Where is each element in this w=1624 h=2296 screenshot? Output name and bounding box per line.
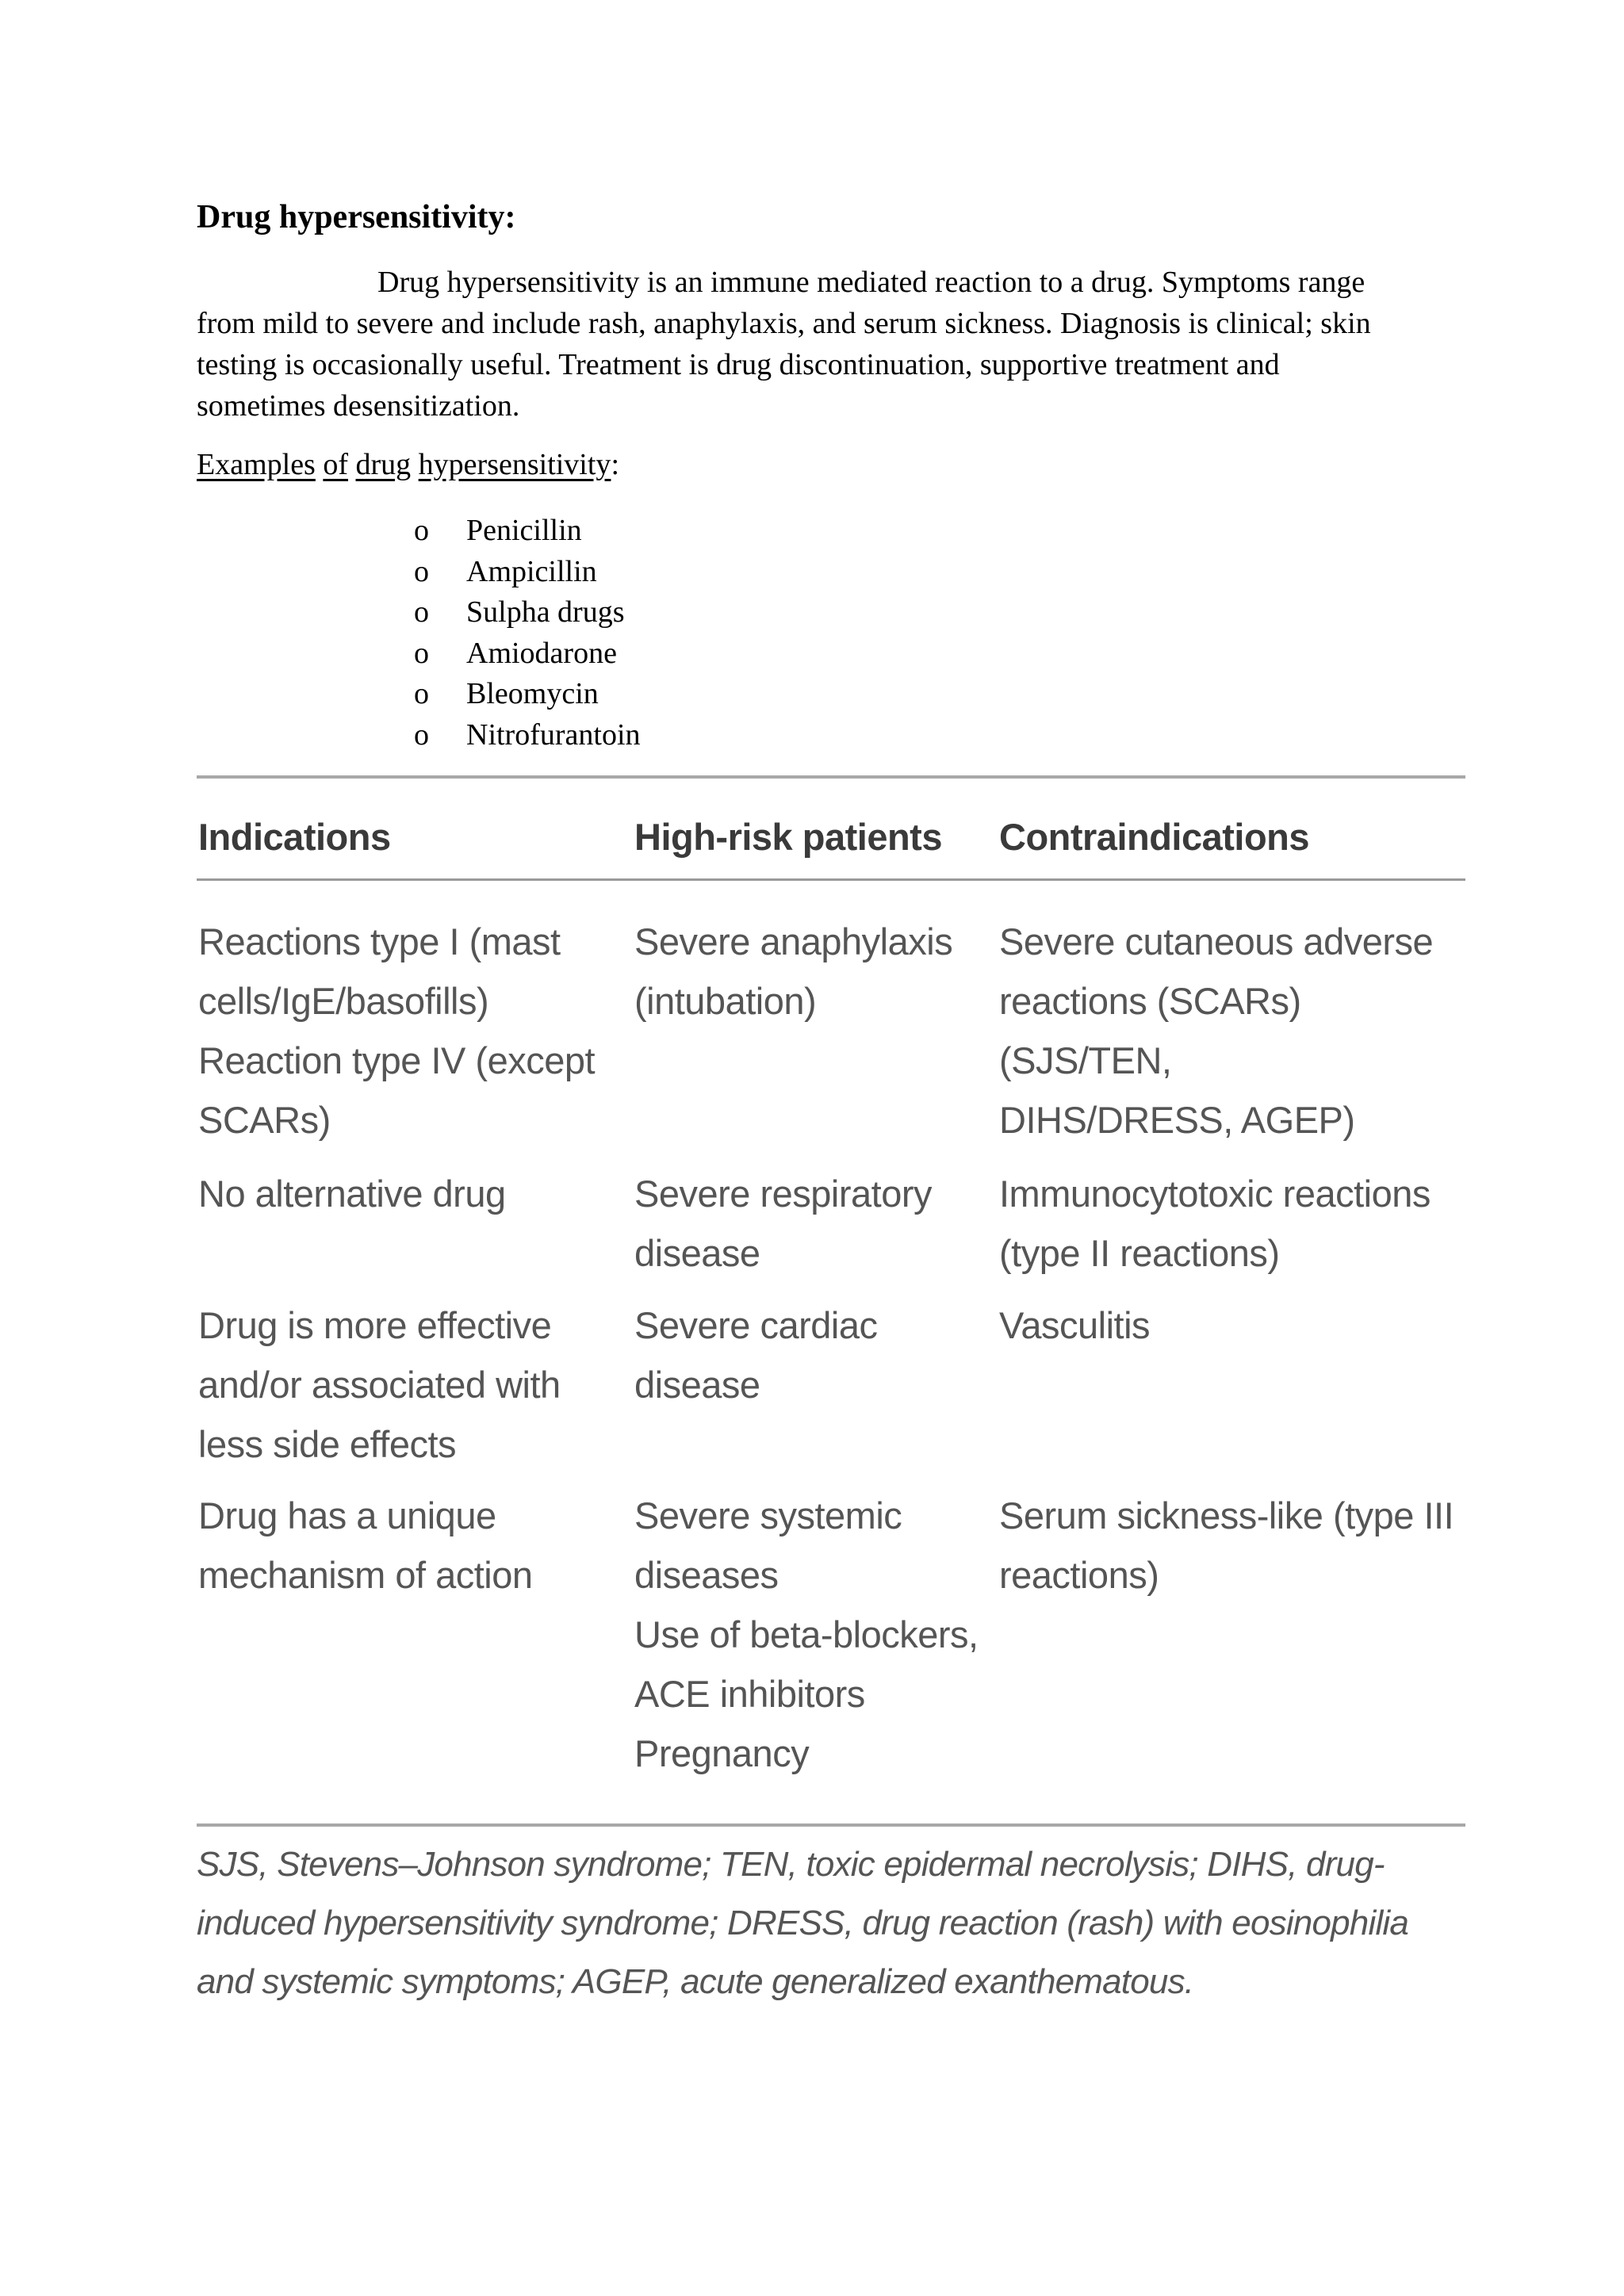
table-cell: Severe cardiac disease — [634, 1304, 878, 1406]
examples-word-3: drug — [355, 448, 412, 481]
table-cell: Severe anaphylaxis (intubation) — [634, 920, 953, 1022]
drug-name: Ampicillin — [466, 554, 597, 588]
bullet-glyph: o — [414, 718, 429, 752]
table-footnote: SJS, Stevens–Johnson syndrome; TEN, toxic epidermal necrolysis; DIHS, drug-induced hypersensitivity syndrome; DRESS, drug reaction (rash) with eosinophilia and systemic symptoms; AGEP, acute generalized exanthematous. — [197, 1845, 1409, 2001]
table-header-contraindications: Contraindications — [999, 816, 1310, 858]
bullet-glyph: o — [414, 636, 429, 670]
list-item — [414, 715, 641, 756]
bullet-glyph: o — [414, 554, 429, 588]
table-header-rule — [197, 878, 1465, 881]
examples-word-4: hypersensitivity — [418, 448, 611, 481]
table-cell: No alternative drug — [198, 1173, 506, 1215]
table-cell: Immunocytotoxic reactions (type II reactions) — [999, 1173, 1431, 1274]
table-cell: Severe cutaneous adverse reactions (SCARs) (SJS/TEN, DIHS/DRESS, AGEP) — [999, 920, 1434, 1141]
table-header-indications: Indications — [198, 816, 391, 858]
table-bottom-rule — [197, 1823, 1465, 1827]
drug-name: Bleomycin — [466, 677, 599, 710]
bullet-glyph: o — [414, 677, 429, 710]
table-cell: Vasculitis — [999, 1304, 1151, 1346]
list-item — [414, 552, 641, 593]
section-heading: Drug hypersensitivity: — [197, 199, 516, 235]
intro-paragraph: Drug hypersensitivity is an immune mediated reaction to a drug. Symptoms range from mild to severe and include rash, anaphylaxis, and serum sickness. Diagnosis is clinical; skin testing is occasionally useful. Treatment is drug discontinuation, supportive treatment and sometimes desensitization. — [197, 266, 1371, 423]
bullet-glyph: o — [414, 514, 429, 547]
table-cell: Severe systemic diseases Use of beta-blockers, ACE inhibitors Pregnancy — [634, 1494, 979, 1774]
drug-name: Nitrofurantoin — [466, 718, 641, 752]
table-cell: Drug is more effective and/or associated with less side effects — [198, 1304, 561, 1465]
list-item — [414, 592, 641, 633]
desensitization-table — [197, 775, 1465, 2012]
table-cell: Serum sickness-like (type III reactions) — [999, 1494, 1454, 1596]
list-item — [414, 633, 641, 675]
drug-name: Sulpha drugs — [466, 595, 625, 629]
list-item — [414, 674, 641, 715]
examples-label — [197, 447, 619, 482]
table-cell: Reactions type I (mast cells/IgE/basofills) Reaction type IV (except SCARs) — [198, 920, 596, 1141]
drug-name: Amiodarone — [466, 636, 617, 670]
bullet-glyph: o — [414, 595, 429, 629]
examples-colon: : — [611, 448, 619, 481]
drug-name: Penicillin — [466, 514, 582, 547]
table-header-high-risk: High-risk patients — [634, 816, 942, 858]
drug-list — [414, 511, 641, 756]
examples-word-2: of — [323, 448, 349, 481]
table-cell: Severe respiratory disease — [634, 1173, 932, 1274]
list-item — [414, 511, 641, 552]
table-cell: Drug has a unique mechanism of action — [198, 1494, 533, 1596]
examples-word-1: Examples — [197, 448, 316, 481]
table-top-rule — [197, 775, 1465, 779]
